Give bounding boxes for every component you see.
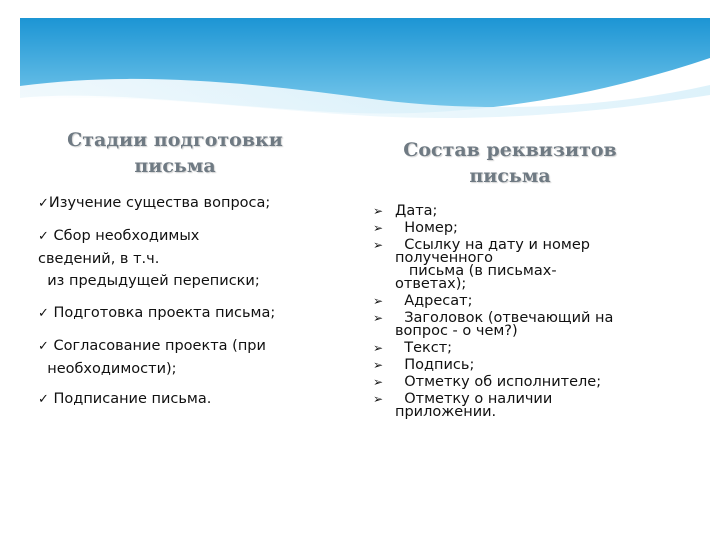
list-item-text: Заголовок (отвечающий на: [395, 310, 614, 326]
right-heading-line-2: письма: [469, 165, 551, 187]
letter-requisites-list: [373, 205, 663, 419]
list-item-text: Текст;: [395, 340, 453, 356]
letter-preparation-stages-list: [38, 192, 338, 411]
list-item-text: Адресат;: [395, 293, 473, 309]
list-item-text: ответах);: [395, 276, 467, 292]
right-column-heading: [375, 137, 645, 189]
right-heading-line-1: Состав реквизитов: [403, 139, 617, 161]
arrow-bullet-icon: ➢: [373, 375, 384, 389]
list-item: [373, 295, 663, 308]
list-item-text: Подготовка проекта письма;: [48, 305, 276, 321]
arrow-bullet-icon: ➢: [373, 311, 384, 325]
list-item: [373, 222, 663, 235]
list-item-text: Подписание письма.: [48, 391, 212, 407]
list-item: [38, 302, 338, 325]
list-item-text: Согласование проекта (при: [48, 338, 266, 354]
left-column-heading: [50, 127, 300, 179]
list-item-text: Изучение существа вопроса;: [48, 195, 271, 211]
list-item: [373, 342, 663, 355]
check-icon: ✓: [38, 392, 49, 407]
list-item: [38, 225, 338, 292]
list-item: [38, 192, 338, 215]
list-item: [373, 312, 663, 338]
list-item: [373, 205, 663, 218]
left-heading-line-2: письма: [134, 155, 216, 177]
arrow-bullet-icon: ➢: [373, 204, 384, 218]
list-item-text: Дата;: [395, 203, 438, 219]
left-heading-line-1: Стадии подготовки: [67, 129, 283, 151]
arrow-bullet-icon: ➢: [373, 294, 384, 308]
list-item: [373, 393, 663, 419]
header-wave-banner: [0, 0, 720, 130]
arrow-bullet-icon: ➢: [373, 392, 384, 406]
list-item-text: письма (в письмах-: [395, 263, 557, 279]
list-item: [373, 359, 663, 372]
check-icon: ✓: [38, 229, 49, 244]
list-item-text: Ссылку на дату и номер: [395, 237, 590, 253]
list-item-text: необходимости);: [38, 361, 177, 377]
list-item-text: вопрос - о чем?): [395, 323, 518, 339]
list-item-text: сведений, в т.ч.: [38, 251, 160, 267]
list-item-text: Номер;: [395, 220, 458, 236]
check-icon: ✓: [38, 306, 49, 321]
arrow-bullet-icon: ➢: [373, 341, 384, 355]
list-item-text: Отметку об исполнителе;: [395, 374, 602, 390]
list-item: [38, 335, 338, 380]
arrow-bullet-icon: ➢: [373, 221, 384, 235]
check-icon: ✓: [38, 339, 49, 354]
check-icon: ✓: [38, 196, 49, 211]
list-item: [38, 388, 338, 411]
list-item-text: Подпись;: [395, 357, 475, 373]
list-item-text: полученного: [395, 250, 494, 266]
list-item-text: Отметку о наличии: [395, 391, 553, 407]
list-item: [373, 376, 663, 389]
list-item-text: Сбор необходимых: [48, 228, 200, 244]
list-item-text: приложении.: [395, 404, 497, 420]
arrow-bullet-icon: ➢: [373, 358, 384, 372]
list-item: [373, 239, 663, 291]
list-item-text: из предыдущей переписки;: [38, 273, 260, 289]
arrow-bullet-icon: ➢: [373, 238, 384, 252]
